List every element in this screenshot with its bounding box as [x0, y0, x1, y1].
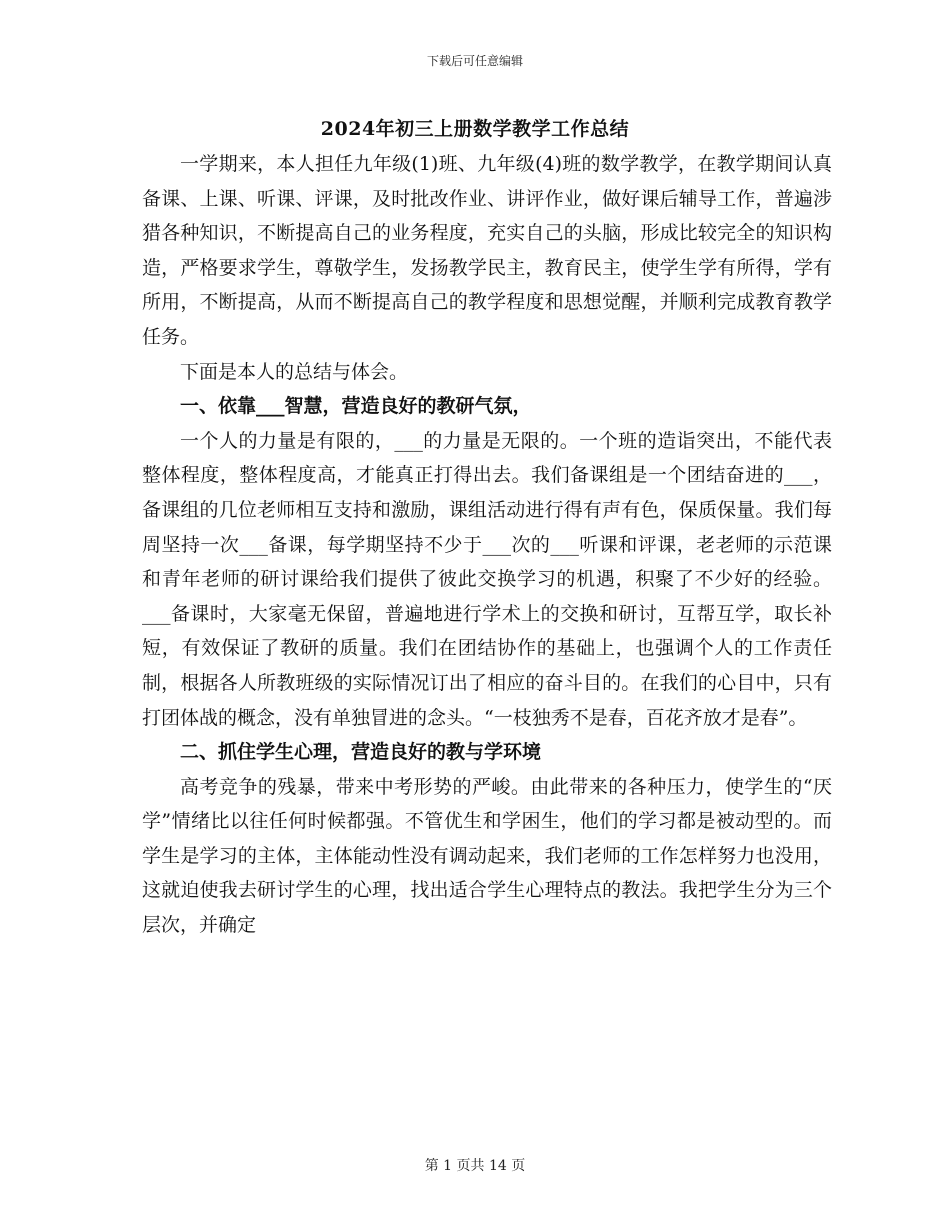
paragraph-summary-lead: 下面是本人的总结与体会。: [180, 360, 409, 383]
paragraph-section-2: 高考竞争的残暴，带来中考形势的严峻。由此带来的各种压力，使学生的“厌学”情绪比以往任何时候都强。不管优生和学困生，他们的学习都是被动型的。而学生是学习的主体，主体能动性没有调动起来，我们老师的工作怎样努力也没用，这就迫使我去研讨学生的心理，找出适合学生心理特点的教法。我把学生分为三个层次，并确定: [142, 775, 832, 937]
paragraph-section-1: 一个人的力量是有限的，___的力量是无限的。一个班的造诣突出，不能代表整体程度，整体程度高，才能真正打得出去。我们备课组是一个团结奋进的___，备课组的几位老师相互支持和激励，课组活动进行得有声有色，保质保量。我们每周坚持一次___备课，每学期坚持不少于___次的___听课和评课，老老师的示范课和青年老师的研讨课给我们提供了彼此交换学习的机遇，积聚了不少好的经验。___备课时，大家毫无保留，普遍地进行学术上的交换和研讨，互帮互学，取长补短，有效保证了教研的质量。我们在团结协作的基础上，也强调个人的工作责任制，根据各人所教班级的实际情况订出了相应的奋斗目的。在我们的心目中，只有打团体战的概念，没有单独冒进的念头。“一枝独秀不是春，百花齐放才是春”。: [142, 429, 832, 729]
section-heading-1: 一、依靠___智慧，营造良好的教研气氛，: [180, 395, 532, 418]
paragraph-intro: 一学期来，本人担任九年级(1)班、九年级(4)班的数学教学，在教学期间认真备课、上课、听课、评课，及时批改作业、讲评作业，做好课后辅导工作，普遍涉猎各种知识，不断提高自己的业务程度，充实自己的头脑，形成比较完全的知识构造，严格要求学生，尊敬学生，发扬教学民主，教育民主，使学生学有所得，学有所用，不断提高，从而不断提高自己的教学程度和思想觉醒，并顺利完成教育教学任务。: [142, 153, 832, 348]
document-body: [142, 147, 832, 943]
document-title: 2024年初三上册数学教学工作总结: [320, 118, 630, 140]
page-header-note: 下载后可任意编辑: [426, 54, 523, 68]
page-number-footer: 第 1 页共 14 页: [424, 1158, 526, 1174]
section-heading-2: 二、抓住学生心理，营造良好的教与学环境: [180, 741, 542, 764]
